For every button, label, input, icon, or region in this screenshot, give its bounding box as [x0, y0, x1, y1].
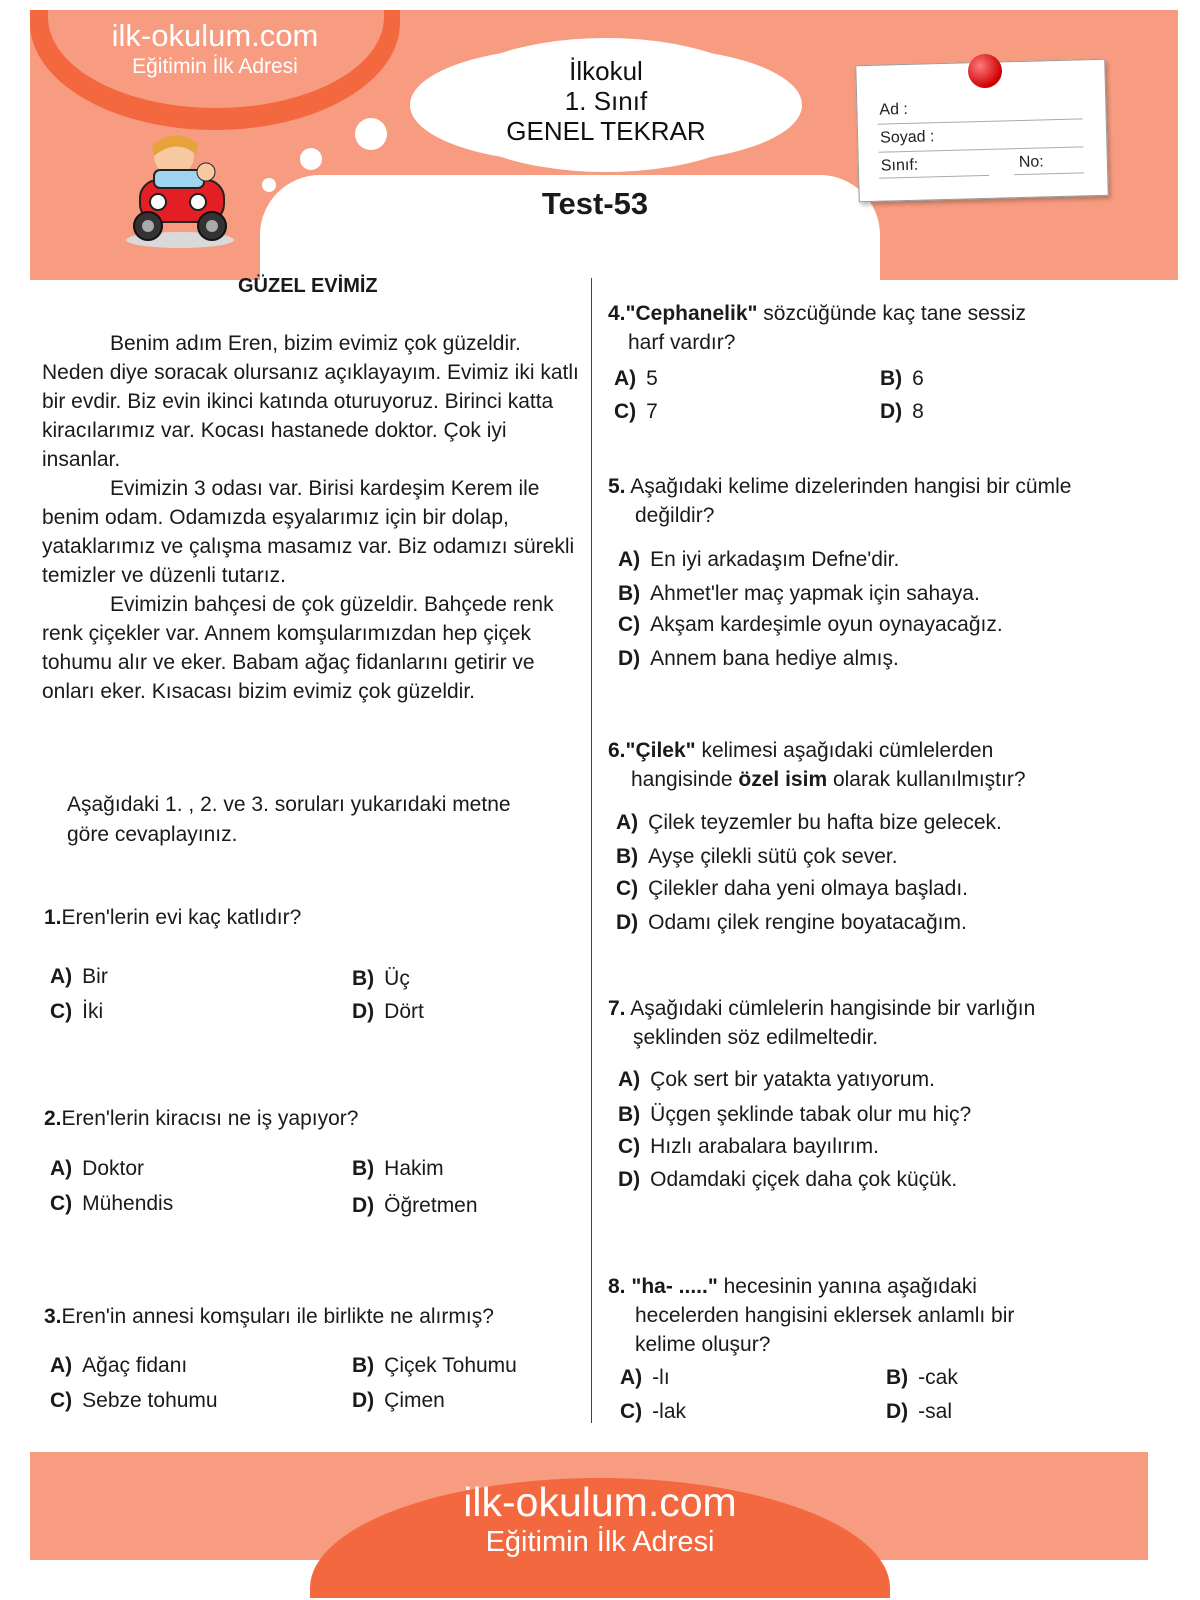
number-label: No:: [1018, 153, 1044, 172]
q6-option-d[interactable]: D) Odamı çilek rengine boyatacağım.: [616, 911, 967, 934]
logo-domain: ilk-okulum.com: [111, 18, 319, 53]
q3-option-b[interactable]: B) Çiçek Tohumu: [352, 1354, 517, 1377]
story-paragraph: Evimizin 3 odası var. Birisi kardeşim Kerem ile benim odam. Odamızda eşyalarımız için bir dolap, yataklarımız ve çalışma masamız var. Biz odamızı sürekli temizler ve düzenli tutarız.: [42, 477, 575, 587]
q3-option-d[interactable]: D) Çimen: [352, 1389, 445, 1412]
name-field[interactable]: [878, 118, 1083, 124]
surname-label: Soyad :: [879, 128, 935, 147]
q7-option-b[interactable]: B) Üçgen şeklinde tabak olur mu hiç?: [618, 1103, 972, 1126]
thought-bubble-small: [262, 178, 276, 192]
name-label: Ad :: [879, 100, 909, 119]
question-keyword: "Çilek": [625, 739, 696, 762]
q3-option-c[interactable]: C) Sebze tohumu: [50, 1389, 218, 1412]
q2-option-d[interactable]: D) Öğretmen: [352, 1194, 478, 1217]
q1-option-c[interactable]: C) İki: [50, 1000, 104, 1023]
question-text: Eren'lerin kiracısı ne iş yapıyor?: [61, 1107, 359, 1130]
question-1: [44, 903, 301, 932]
story-title: GÜZEL EVİMİZ: [238, 275, 378, 297]
footer-domain: ilk-okulum.com: [463, 1479, 737, 1525]
footer-logo[interactable]: [310, 1480, 890, 1560]
q8-option-c[interactable]: C) -lak: [620, 1400, 687, 1423]
grade: 1. Sınıf: [564, 86, 648, 116]
class-field[interactable]: [879, 175, 989, 179]
q1-option-b[interactable]: B) Üç: [352, 967, 410, 990]
instruction-text: Aşağıdaki 1. , 2. ve 3. soruları yukarıdaki metne göre cevaplayınız.: [67, 793, 511, 846]
question-number: 3.: [44, 1305, 62, 1328]
q1-option-d[interactable]: D) Dört: [352, 1000, 424, 1023]
question-5: 5. Aşağıdaki kelime dizelerinden hangisi bir cümle değildir?: [608, 475, 1072, 527]
q4-option-b[interactable]: B) 6: [880, 367, 924, 390]
q7-option-d[interactable]: D) Odamdaki çiçek daha çok küçük.: [618, 1168, 958, 1191]
question-7: 7. Aşağıdaki cümlelerin hangisinde bir varlığın şeklinden söz edilmeltedir.: [608, 997, 1036, 1049]
test-title: Test-53: [541, 186, 649, 221]
q8-option-b[interactable]: B) -cak: [886, 1366, 958, 1389]
q2-option-b[interactable]: B) Hakim: [352, 1157, 444, 1180]
subject: GENEL TEKRAR: [506, 116, 706, 146]
q6-option-a[interactable]: A) Çilek teyzemler bu hafta bize gelecek.: [616, 811, 1002, 834]
column-divider: [591, 278, 592, 1423]
surname-field[interactable]: [879, 146, 1084, 152]
question-number: 1.: [44, 906, 62, 929]
question-keyword: "Cephanelik": [625, 302, 758, 325]
class-label: Sınıf:: [880, 156, 919, 175]
q5-option-c[interactable]: C) Akşam kardeşimle oyun oynayacağız.: [618, 613, 1003, 636]
q1-option-a[interactable]: A) Bir: [50, 965, 108, 988]
q5-option-b[interactable]: B) Ahmet'ler maç yapmak için sahaya.: [618, 582, 980, 605]
question-number: 2.: [44, 1107, 62, 1130]
q7-option-c[interactable]: C) Hızlı arabalara bayılırım.: [618, 1135, 879, 1158]
question-6: 6."Çilek" kelimesi aşağıdaki cümlelerden hangisinde özel isim olarak kullanılmıştır?: [608, 739, 1026, 791]
header-logo[interactable]: [30, 18, 400, 80]
q2-option-c[interactable]: C) Mühendis: [50, 1192, 174, 1215]
footer-slogan: Eğitimin İlk Adresi: [485, 1526, 715, 1558]
q7-option-a[interactable]: A) Çok sert bir yatakta yatıyorum.: [618, 1068, 935, 1091]
q4-option-a[interactable]: A) 5: [614, 367, 658, 390]
number-field[interactable]: [1014, 172, 1084, 175]
q8-option-d[interactable]: D) -sal: [886, 1400, 953, 1423]
question-text: Eren'in annesi komşuları ile birlikte ne alırmış?: [61, 1305, 494, 1328]
q6-option-c[interactable]: C) Çilekler daha yeni olmaya başladı.: [616, 877, 969, 900]
question-8: 8. "ha- ....." hecesinin yanına aşağıdaki hecelerden hangisini eklersek anlamlı bir kelime oluşur?: [608, 1275, 1015, 1356]
question-keyword: "ha- .....": [631, 1275, 718, 1298]
thought-bubble-large: [355, 118, 387, 150]
question-3: [44, 1302, 494, 1331]
q5-option-d[interactable]: D) Annem bana hediye almış.: [618, 647, 899, 670]
q4-option-c[interactable]: C) 7: [614, 400, 658, 423]
story-paragraph: Benim adım Eren, bizim evimiz çok güzeldir. Neden diye soracak olursanız açıklayayım. Evimiz iki katlı bir evdir. Biz evin ikinci katında oturuyoruz. Birinci katta kiracılarımız var. Kocası hastanede doktor. Çok iyi insanlar.: [42, 332, 579, 471]
q8-option-a[interactable]: A) -lı: [620, 1366, 670, 1389]
story-paragraph: Evimizin bahçesi de çok güzeldir. Bahçede renk renk çiçekler var. Annem komşularımızdan hep çiçek tohumu alır ve eker. Babam ağaç fidanlarını getirir ve onları eker. Kısacası bizim evimiz çok güzeldir.: [42, 593, 554, 703]
cartoon-car-icon: [120, 128, 238, 250]
q6-option-b[interactable]: B) Ayşe çilekli sütü çok sever.: [616, 845, 898, 868]
question-text: Eren'lerin evi kaç katlıdır?: [61, 906, 302, 929]
q5-option-a[interactable]: A) En iyi arkadaşım Defne'dir.: [618, 548, 900, 571]
logo-slogan: Eğitimin İlk Adresi: [132, 55, 298, 78]
story-text: [42, 329, 582, 706]
question-2: [44, 1104, 358, 1133]
title-cloud-text: [440, 56, 772, 146]
question-4: 4."Cephanelik" sözcüğünde kaç tane sessiz harf vardır?: [608, 302, 1026, 354]
q3-option-a[interactable]: A) Ağaç fidanı: [50, 1354, 188, 1377]
thought-bubble-medium: [300, 148, 322, 170]
q2-option-a[interactable]: A) Doktor: [50, 1157, 145, 1180]
q4-option-d[interactable]: D) 8: [880, 400, 924, 423]
push-pin-icon: [968, 54, 1002, 88]
school-level: İlkokul: [569, 56, 643, 86]
